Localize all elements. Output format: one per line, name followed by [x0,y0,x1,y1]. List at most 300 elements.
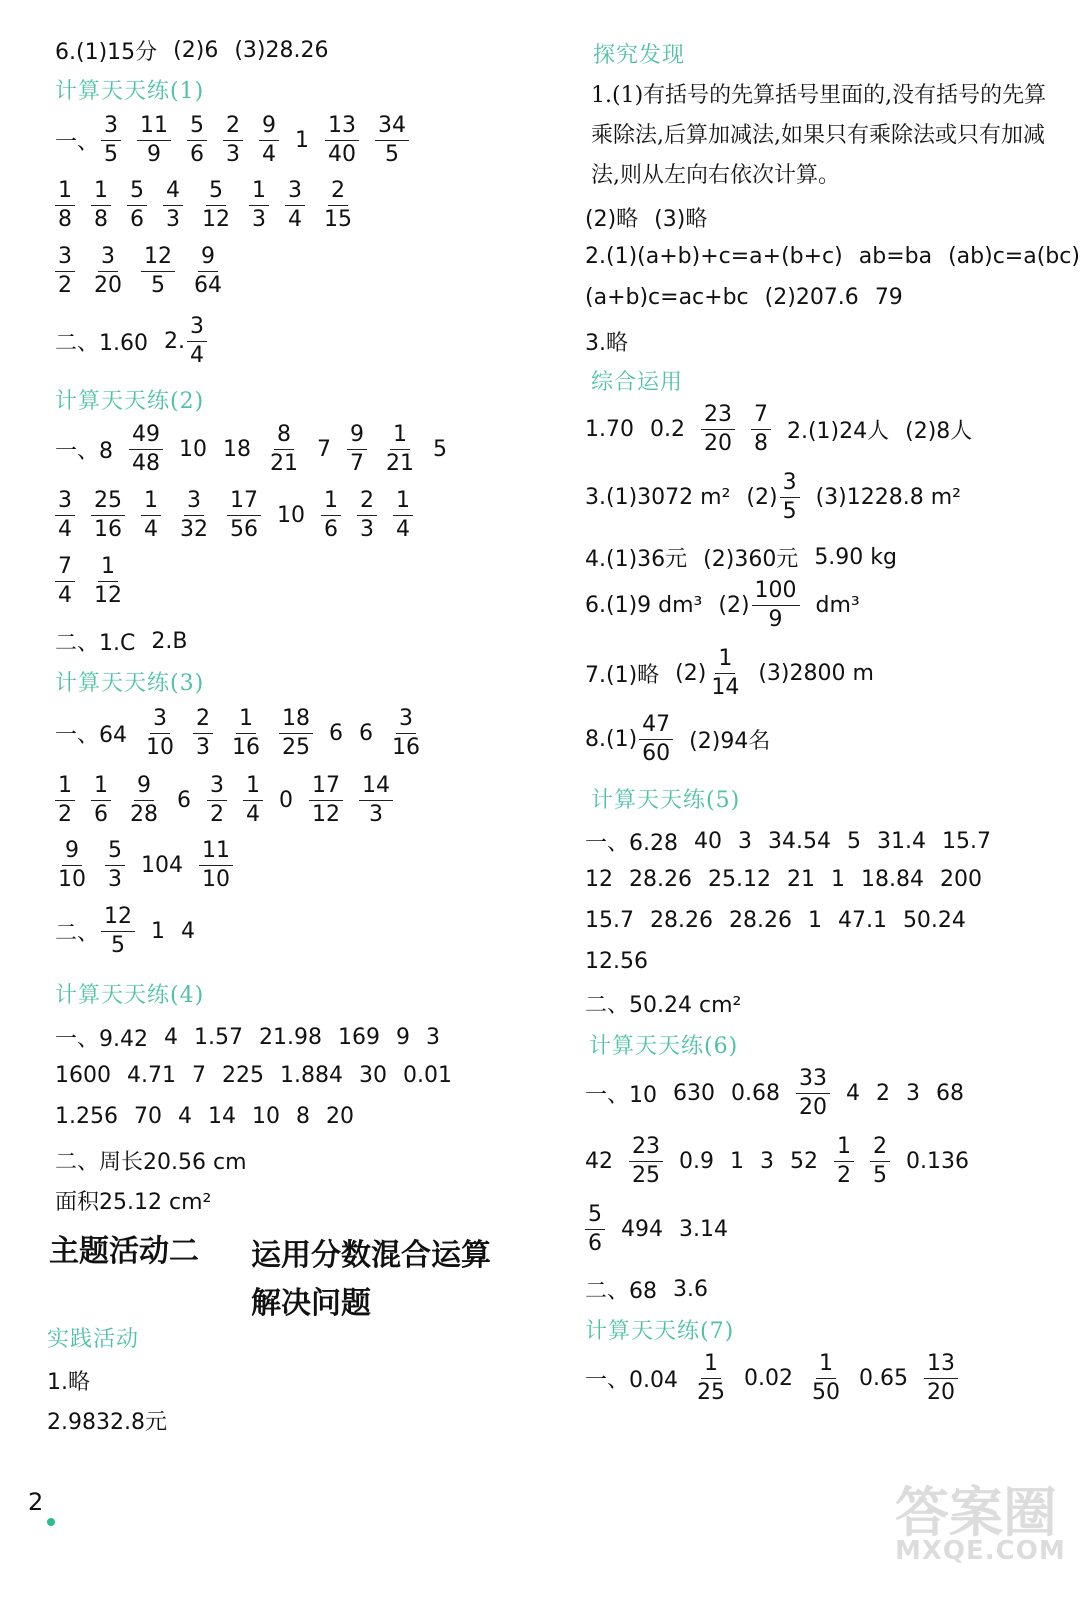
answer-line [55,180,371,231]
answer-value: 1 [295,128,310,153]
fraction-denominator: 9 [147,142,162,167]
fraction-denominator: 6 [130,207,144,232]
answer-value: 8 [295,1104,310,1129]
fraction-numerator: 1 [243,775,263,801]
fraction-denominator: 5 [782,499,797,524]
fraction-denominator: 6 [94,802,108,827]
fraction-denominator: 56 [230,517,258,542]
fraction-denominator: 20 [94,273,122,298]
page-number: 2 [28,1488,44,1516]
answer-value: 二、 [55,921,100,946]
answer-value: (2)360元 [703,547,799,572]
answer-value: 18.84 [860,867,924,892]
fraction-numerator: 17 [309,775,343,801]
fraction-numerator: 47 [639,714,673,740]
unit-title: 主题活动二 [49,1234,199,1269]
fraction-numerator: 12 [101,906,135,932]
fraction-numerator: 23 [701,404,735,430]
answer-line [47,1405,183,1436]
answer-value: 0.65 [858,1366,908,1391]
fraction-denominator: 2 [210,802,224,827]
answer-value: 7.(1)略 [585,663,660,688]
fraction-numerator: 1 [91,180,111,206]
fraction [199,180,233,231]
fraction-numerator: 1 [701,1353,721,1379]
fraction-numerator: 9 [62,840,82,866]
answer-line [55,1063,468,1088]
answer-line [47,1365,106,1396]
fraction-denominator: 8 [58,207,72,232]
answer-value: 104 [141,853,183,878]
fraction-denominator: 3 [252,207,266,232]
watermark-text: 答案圈 [895,1481,1057,1544]
answer-value: 6 [329,721,343,746]
fraction-numerator: 2 [357,490,377,516]
answer-value: 0 [279,788,293,813]
fraction [585,1204,605,1255]
fraction-denominator: 10 [202,867,230,892]
answer-value: 28.26 [649,908,713,933]
fraction [285,180,305,231]
fraction [639,714,673,765]
section-heading: 探究发现 [593,43,686,68]
answer-value: 200 [939,867,982,892]
answer-value: 25.12 [707,867,771,892]
answer-line [55,775,409,826]
fraction [143,708,177,759]
answer-value: 18 [223,437,251,462]
answer-line [55,626,203,657]
watermark-url: MXQE.COM [895,1536,1066,1566]
answer-value: 40 [694,829,722,854]
fraction-denominator: 4 [288,207,302,232]
answer-value: 494 [621,1217,663,1242]
fraction-denominator: 4 [58,517,72,542]
answer-line [585,1068,980,1119]
fraction-denominator: 4 [396,517,410,542]
answer-value: 630 [673,1081,715,1106]
answer-line [55,246,241,297]
fraction-denominator: 15 [324,207,352,232]
fraction-numerator: 13 [924,1353,958,1379]
answer-value: 10 [251,1104,280,1129]
fraction-numerator: 1 [249,180,269,206]
fraction-numerator: 8 [274,424,294,450]
answer-value: 二、1.60 [55,331,148,356]
fraction [834,1136,854,1187]
fraction-numerator: 1 [91,775,111,801]
fraction-numerator: 33 [796,1068,830,1094]
fraction-numerator: 9 [347,424,367,450]
fraction-denominator: 4 [190,343,204,368]
answer-value: 20 [325,1104,354,1129]
answer-value: 2.(1)(a+b)+c=a+(b+c) [585,244,843,269]
answer-value: 28.26 [728,908,792,933]
fraction-numerator: 11 [137,115,171,141]
fraction [357,490,377,541]
fraction-denominator: 25 [632,1163,660,1188]
answer-value: (2) [675,661,707,686]
answer-value: 1 [807,908,822,933]
fraction-numerator: 5 [127,180,147,206]
answer-value: 面积25.12 cm² [55,1190,212,1215]
fraction-numerator: 13 [325,115,359,141]
fraction-numerator: 4 [163,180,183,206]
fraction [796,1068,830,1119]
answer-line [55,1022,456,1053]
fraction [129,424,163,475]
answer-value: 1.256 [55,1104,118,1129]
answer-value: 5.90 kg [814,545,897,570]
answer-line [55,424,463,475]
fraction [127,775,161,826]
fraction-denominator: 28 [130,802,158,827]
fraction [924,1353,958,1404]
answer-value: (2) [746,485,778,510]
fraction [629,1136,663,1187]
answer-value: 一、0.04 [585,1368,678,1393]
answer-value: 4.71 [127,1063,176,1088]
fraction [177,490,211,541]
answer-value: 6.(1)9 dm³ [585,593,703,618]
fraction-denominator: 25 [282,735,310,760]
fraction [780,472,800,523]
fraction-numerator: 14 [359,775,393,801]
fraction [694,1353,728,1404]
answer-value: ab=ba [858,244,933,269]
fraction [325,115,359,166]
answer-value: 21 [786,867,815,892]
fraction-numerator: 3 [285,180,305,206]
answer-value: 1600 [55,1063,111,1088]
fraction-numerator: 3 [396,708,416,734]
fraction-denominator: 60 [642,741,671,766]
fraction-numerator: 25 [91,490,125,516]
answer-line [55,1145,263,1176]
fraction [55,840,89,891]
answer-value: (2)略 [585,207,639,232]
fraction-denominator: 12 [94,583,122,608]
fraction [101,906,135,957]
answer-value: 4 [164,1025,178,1050]
fraction [91,246,125,297]
fraction [55,246,75,297]
answer-line [55,840,249,891]
answer-value: 2.9832.8元 [47,1410,167,1435]
fraction-denominator: 16 [392,735,420,760]
fraction [321,180,355,231]
answer-value: 一、10 [585,1083,657,1108]
section-heading: 实践活动 [47,1327,140,1352]
answer-line [55,1104,370,1129]
fraction-denominator: 4 [262,142,277,167]
fraction-denominator: 6 [588,1231,602,1256]
answer-value: 一、64 [55,723,127,748]
answer-value: (ab)c=a(bc) [948,244,1080,269]
answer-value: 二、68 [585,1279,657,1304]
answer-value: 225 [221,1063,264,1088]
fraction [91,556,125,607]
answer-line [55,316,223,367]
fraction-numerator: 3 [207,775,227,801]
fraction [187,115,207,166]
answer-value: 一、 [55,130,100,155]
fraction [347,424,367,475]
answer-value: 一、8 [55,439,113,464]
answer-value: 6.(1)15分 [55,40,158,65]
answer-value: 30 [358,1063,387,1088]
answer-value: 二、周长20.56 cm [55,1150,247,1175]
answer-value: 3 [425,1025,440,1050]
answer-value: 4 [845,1081,860,1106]
fraction [701,404,735,455]
answer-value: 7 [191,1063,206,1088]
fraction-numerator: 3 [98,246,118,272]
answer-value: 1.略 [47,1370,90,1395]
fraction-denominator: 12 [202,207,230,232]
fraction-denominator: 32 [180,517,208,542]
answer-value: (2)6 [173,38,219,63]
fraction [101,115,121,166]
section-heading: 计算天天练(7) [585,1319,735,1344]
answer-value: (a+b)c=ac+bc [585,285,749,310]
fraction-denominator: 16 [94,517,122,542]
fraction-numerator: 7 [55,556,75,582]
fraction-numerator: 9 [198,246,218,272]
answer-value: (2)8人 [905,419,973,444]
fraction [91,180,111,231]
answer-value: 2. [164,329,185,354]
fraction-numerator: 5 [187,115,207,141]
fraction [55,180,75,231]
fraction [309,775,343,826]
answer-line [585,472,977,523]
fraction [249,180,269,231]
answer-value: 50.24 [902,908,966,933]
fraction-denominator: 40 [328,142,357,167]
fraction [708,648,742,699]
answer-line [585,244,1087,269]
answer-value: 2.B [151,629,188,654]
fraction-denominator: 10 [58,867,86,892]
fraction [223,115,243,166]
section-heading: 综合运用 [591,370,684,395]
answer-line [585,326,644,357]
answer-value: 0.9 [679,1149,714,1174]
fraction-numerator: 2 [193,708,213,734]
fraction-denominator: 9 [768,607,783,632]
fraction-denominator: 3 [360,517,374,542]
fraction-denominator: 21 [270,451,298,476]
answer-value: 8.(1) [585,727,638,752]
answer-value: 0.02 [744,1366,793,1391]
answer-line [585,404,988,455]
answer-value: 15.7 [941,829,991,854]
answer-value: 1 [151,919,166,944]
answer-line [55,556,141,607]
answer-value: 一、9.42 [55,1027,148,1052]
fraction [393,490,413,541]
fraction-numerator: 3 [780,472,800,498]
fraction-numerator: 3 [55,490,75,516]
section-heading: 计算天天练(5) [591,788,741,813]
answer-line [585,285,919,310]
answer-value: 28.26 [629,867,692,892]
fraction [199,840,233,891]
fraction-denominator: 2 [837,1163,851,1188]
fraction-denominator: 5 [385,142,400,167]
answer-value: 3.14 [679,1217,728,1242]
fraction-denominator: 50 [811,1380,840,1405]
fraction [227,490,261,541]
fraction-denominator: 21 [386,451,414,476]
fraction-denominator: 5 [873,1163,887,1188]
answer-line [55,1185,227,1216]
answer-line [585,1136,985,1187]
answer-value: 10 [277,503,305,528]
fraction-denominator: 20 [798,1095,827,1120]
fraction-numerator: 18 [279,708,313,734]
answer-line [585,908,982,933]
fraction-denominator: 2 [58,273,72,298]
fraction-numerator: 5 [105,840,125,866]
fraction [321,490,341,541]
fraction-denominator: 16 [232,735,260,760]
answer-value: 68 [935,1081,964,1106]
answer-value: 5 [846,829,861,854]
fraction-denominator: 4 [144,517,158,542]
fraction [141,490,161,541]
answer-line [585,542,913,573]
fraction [751,404,771,455]
watermark-logo [895,1470,1065,1580]
answer-value: (2)94名 [689,729,771,754]
fraction-numerator: 9 [259,115,279,141]
answer-value: 47.1 [837,908,887,933]
fraction-denominator: 7 [350,451,364,476]
answer-value: 二、50.24 cm² [585,993,742,1018]
fraction [127,180,147,231]
answer-value: 6 [177,788,191,813]
fraction [91,775,111,826]
answer-value: (3)28.26 [234,38,329,63]
answer-value: 52 [790,1149,818,1174]
answer-value: 一、6.28 [585,831,678,856]
fraction [279,708,313,759]
answer-value: 12 [585,867,613,892]
fraction-numerator: 1 [98,556,118,582]
fraction-numerator: 17 [227,490,261,516]
answer-value: 5 [433,437,447,462]
fraction [137,115,171,166]
answer-value: 9 [395,1025,410,1050]
fraction-denominator: 4 [58,583,72,608]
answer-value: 70 [133,1104,162,1129]
fraction-numerator: 1 [816,1353,836,1379]
answer-value: 1 [830,867,845,892]
answer-value: 3.略 [585,331,628,356]
fraction-denominator: 8 [753,431,768,456]
fraction [141,246,175,297]
answer-value: 0.136 [906,1149,969,1174]
fraction-numerator: 2 [328,180,348,206]
answer-line [585,867,998,892]
fraction-denominator: 5 [151,273,165,298]
fraction-denominator: 5 [104,142,119,167]
answer-value: 34.54 [768,829,831,854]
answer-value: 4 [181,919,196,944]
fraction-denominator: 20 [926,1380,955,1405]
fraction-numerator: 2 [870,1136,890,1162]
fraction-numerator: 34 [375,115,409,141]
unit-subtitle-1: 运用分数混合运算 [251,1238,491,1273]
answer-line [585,1353,974,1404]
answer-paragraph: 1.(1)有括号的先算括号里面的,没有括号的先算乘除法,后算加减法,如果只有乘除法或只有加减法,则从左向右依次计算。 [591,83,1047,188]
answer-value: 3.(1)3072 m² [585,485,731,510]
answer-value: 0.01 [402,1063,452,1088]
answer-line [585,1274,724,1305]
answer-value: 14 [207,1104,236,1129]
answer-value: (3)2800 m [758,661,874,686]
fraction-numerator: 7 [751,404,771,430]
fraction-numerator: 3 [150,708,170,734]
answer-line [585,988,757,1019]
fraction [55,490,75,541]
fraction [389,708,423,759]
fraction-numerator: 1 [55,775,75,801]
answer-value: 15.7 [585,908,634,933]
fraction-denominator: 3 [196,735,210,760]
fraction [267,424,301,475]
answer-value: 4.(1)36元 [585,547,688,572]
answer-line [585,714,786,765]
fraction [229,708,263,759]
answer-value: 1.70 [585,417,634,442]
fraction [187,316,207,367]
fraction [383,424,417,475]
answer-line [585,1204,744,1255]
page-dot [47,1518,55,1526]
fraction-numerator: 12 [141,246,175,272]
fraction [259,115,279,166]
fraction [752,580,800,631]
fraction [91,490,125,541]
answer-value: 2.(1)24人 [786,419,890,444]
unit-subtitle-2: 解决问题 [251,1286,371,1321]
fraction-denominator: 12 [312,802,340,827]
answer-line [585,648,890,699]
fraction [105,840,125,891]
fraction-denominator: 2 [58,802,72,827]
fraction-numerator: 1 [393,490,413,516]
fraction-denominator: 64 [194,273,222,298]
fraction-denominator: 48 [132,451,160,476]
fraction-numerator: 1 [715,648,735,674]
answer-value: 3 [738,829,752,854]
fraction-numerator: 5 [585,1204,605,1230]
answer-value: 1.884 [279,1063,343,1088]
answer-value: 3 [760,1149,774,1174]
fraction-numerator: 1 [55,180,75,206]
answer-value: 6 [359,721,373,746]
fraction-denominator: 3 [226,142,241,167]
answer-line [55,708,439,759]
fraction [193,708,213,759]
section-heading: 计算天天练(3) [55,671,205,696]
answer-line [55,906,211,957]
answer-line [55,115,425,166]
fraction-denominator: 3 [108,867,122,892]
